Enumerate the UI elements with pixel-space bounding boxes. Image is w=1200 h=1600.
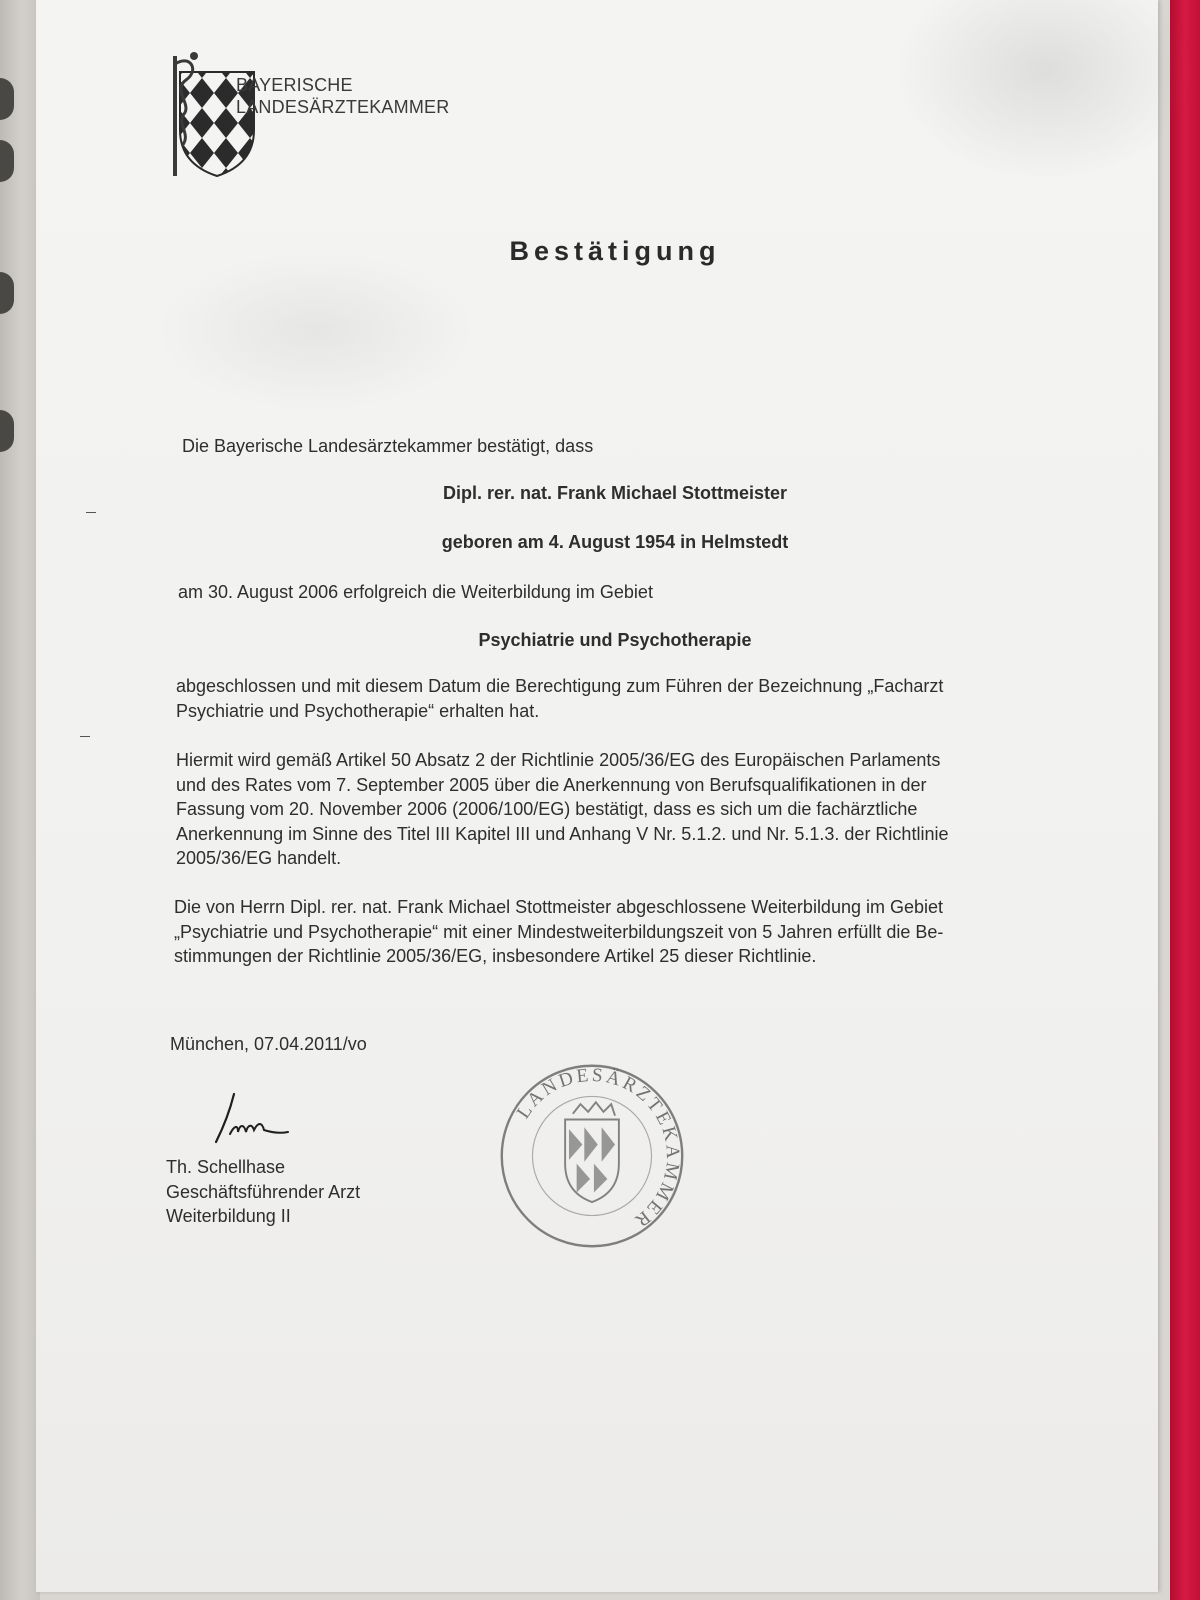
paragraph-line: stimmungen der Richtlinie 2005/36/EG, insbesondere Artikel 25 dieser Richtlinie. (174, 946, 817, 966)
signatory-name: Th. Schellhase (166, 1157, 286, 1177)
place-and-date: München, 07.04.2011/vo (170, 1034, 367, 1054)
issuer-name-line2: LANDESÄRZTEKAMMER (236, 97, 450, 117)
recipient-birth: geboren am 4. August 1954 in Helmstedt (441, 532, 789, 552)
signatory-role: Geschäftsführender Arzt (166, 1181, 361, 1202)
handwritten-signature (208, 1090, 298, 1150)
punch-hole (0, 272, 14, 314)
paragraph-line: Hiermit wird gemäß Artikel 50 Absatz 2 der Richtlinie 2005/36/EG des Europäischen Parlaments (176, 750, 941, 770)
document-title: Bestätigung (509, 236, 721, 266)
seal-crest-icon (565, 1102, 619, 1202)
punch-hole (0, 410, 14, 452)
paragraph-line: Die von Herrn Dipl. rer. nat. Frank Michael Stottmeister abgeschlossene Weiterbildung im Gebiet (174, 897, 944, 917)
paragraph-line: Anerkennung im Sinne des Titel III Kapitel III und Anhang V Nr. 5.1.2. und Nr. 5.1.3. der Richtlinie (176, 823, 949, 844)
issuer-name-line1: BAYERISCHE (236, 75, 353, 95)
paragraph-directive (176, 748, 948, 871)
paragraph-line: Psychiatrie und Psychotherapie“ erhalten hat. (176, 700, 540, 721)
signatory-department: Weiterbildung II (166, 1206, 291, 1226)
signatory-block (166, 1155, 360, 1229)
toner-smudge (896, 0, 1196, 180)
paragraph-authorization (176, 674, 943, 723)
margin-mark (86, 512, 96, 513)
seal-text: LANDESÄRZTEKAMMER (512, 1064, 684, 1233)
specialty-name: Psychiatrie und Psychotherapie (478, 630, 752, 650)
intro-text: Die Bayerische Landesärztekammer bestätigt, dass (182, 436, 594, 456)
svg-text:LANDESÄRZTEKAMMER (513, 1065, 683, 1233)
paragraph-line: abgeschlossen und mit diesem Datum die Berechtigung zum Führen der Bezeichnung „Facharzt (176, 676, 944, 696)
paragraph-conformity (174, 895, 943, 969)
recipient-name: Dipl. rer. nat. Frank Michael Stottmeister (442, 483, 788, 503)
completion-text: am 30. August 2006 erfolgreich die Weiterbildung im Gebiet (178, 582, 653, 602)
margin-mark (80, 736, 90, 737)
paragraph-line: „Psychiatrie und Psychotherapie“ mit einer Mindestweiterbildungszeit von 5 Jahren erfüllt die Be- (174, 921, 944, 942)
paragraph-line: 2005/36/EG handelt. (176, 848, 342, 868)
toner-smudge (156, 250, 476, 410)
punch-hole (0, 140, 14, 182)
paragraph-line: und des Rates vom 7. September 2005 über die Anerkennung von Berufsqualifikationen in der (176, 774, 927, 795)
paragraph-line: Fassung vom 20. November 2006 (2006/100/EG) bestätigt, dass es sich um die fachärztliche (176, 799, 918, 819)
issuer-name (236, 74, 449, 118)
official-seal-stamp (496, 1060, 688, 1252)
issuer-logo (130, 48, 460, 188)
punch-hole (0, 78, 14, 120)
